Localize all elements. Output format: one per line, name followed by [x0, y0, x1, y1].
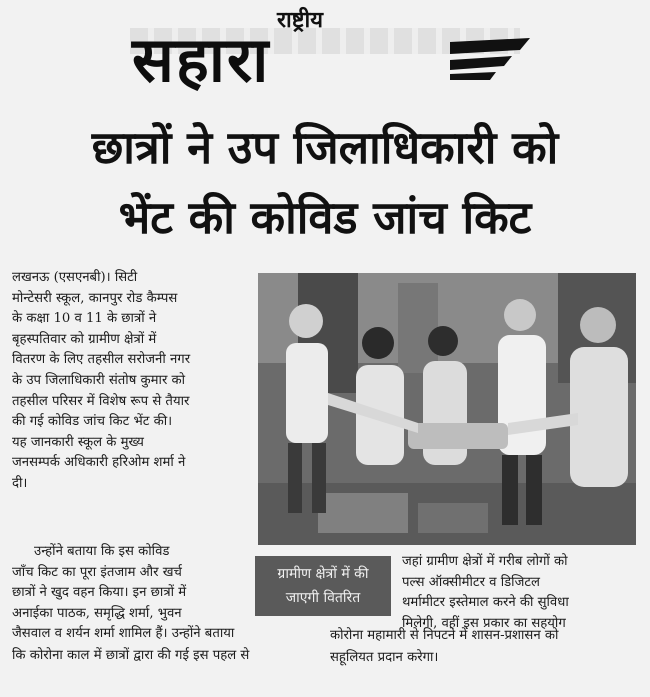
news-photo	[258, 273, 636, 545]
article-paragraph-2	[12, 542, 244, 624]
caption-line-1: ग्रामीण क्षेत्रों में की	[277, 566, 369, 582]
article-paragraph-3	[402, 552, 638, 634]
photo-caption	[252, 553, 394, 619]
headline-line-2: भेंट की कोविड जांच किट	[118, 191, 532, 244]
caption-line-2: जाएगी वितरित	[285, 590, 361, 606]
headline	[0, 116, 650, 250]
article-paragraph-1	[12, 268, 244, 495]
text-line: लखनऊ (एसएनबी)। सिटी	[12, 270, 138, 285]
text-line: उन्होंने बताया कि इस कोविड	[34, 544, 170, 559]
text-line: तहसील परिसर में विशेष रूप से तैयार	[12, 393, 190, 409]
text-line: के कक्षा 10 व 11 के छात्रों ने	[12, 311, 157, 327]
text-line: के उप जिलाधिकारी संतोष कुमार को	[12, 372, 186, 388]
masthead	[120, 4, 530, 94]
text-line: कि कोरोना काल में छात्रों द्वारा की गई इस पहल से	[12, 648, 250, 663]
text-line: सहूलियत प्रदान करेगा।	[330, 650, 439, 665]
text-line: यह जानकारी स्कूल के मुख्य	[12, 434, 144, 450]
text-line: जैसवाल व शर्यन शर्मा शामिल हैं। उन्होंने बताया	[12, 626, 235, 641]
photo-students-handing-kit	[258, 273, 636, 545]
text-line: पल्स ऑक्सीमीटर व डिजिटल	[402, 574, 540, 590]
masthead-swoosh-icon	[450, 38, 530, 80]
text-line: मिलेगी, वहीं इस प्रकार का सहयोग	[402, 615, 566, 631]
text-line: छात्रों ने खुद वहन किया। इन छात्रों में	[12, 585, 187, 601]
text-line: बृहस्पतिवार को ग्रामीण क्षेत्रों में	[12, 331, 157, 347]
masthead-title: सहारा	[132, 23, 271, 96]
headline-line-1: छात्रों ने उप जिलाधिकारी को	[91, 121, 559, 174]
text-line: जनसम्पर्क अधिकारी हरिओम शर्मा ने	[12, 455, 186, 471]
text-line: थर्मामीटर इस्तेमाल करने की सुविधा	[402, 595, 569, 611]
masthead-subtitle: राष्ट्रीय	[276, 8, 323, 33]
text-line: दी।	[12, 475, 28, 491]
text-line: की गई कोविड जांच किट भेंट की।	[12, 414, 173, 430]
text-line: अनाईका पाठक, समृद्धि शर्मा, भुवन	[12, 605, 182, 621]
text-line: मोन्टेसरी स्कूल, कानपुर रोड कैम्पस	[12, 290, 178, 306]
text-line: जाँच किट का पूरा इंतजाम और खर्च	[12, 564, 182, 580]
text-line: वितरण के लिए तहसील सरोजनी नगर	[12, 352, 191, 368]
text-line: जहां ग्रामीण क्षेत्रों में गरीब लोगों को	[402, 554, 568, 569]
text-line: कोरोना महामारी से निपटने में शासन-प्रशासन को	[330, 628, 559, 643]
